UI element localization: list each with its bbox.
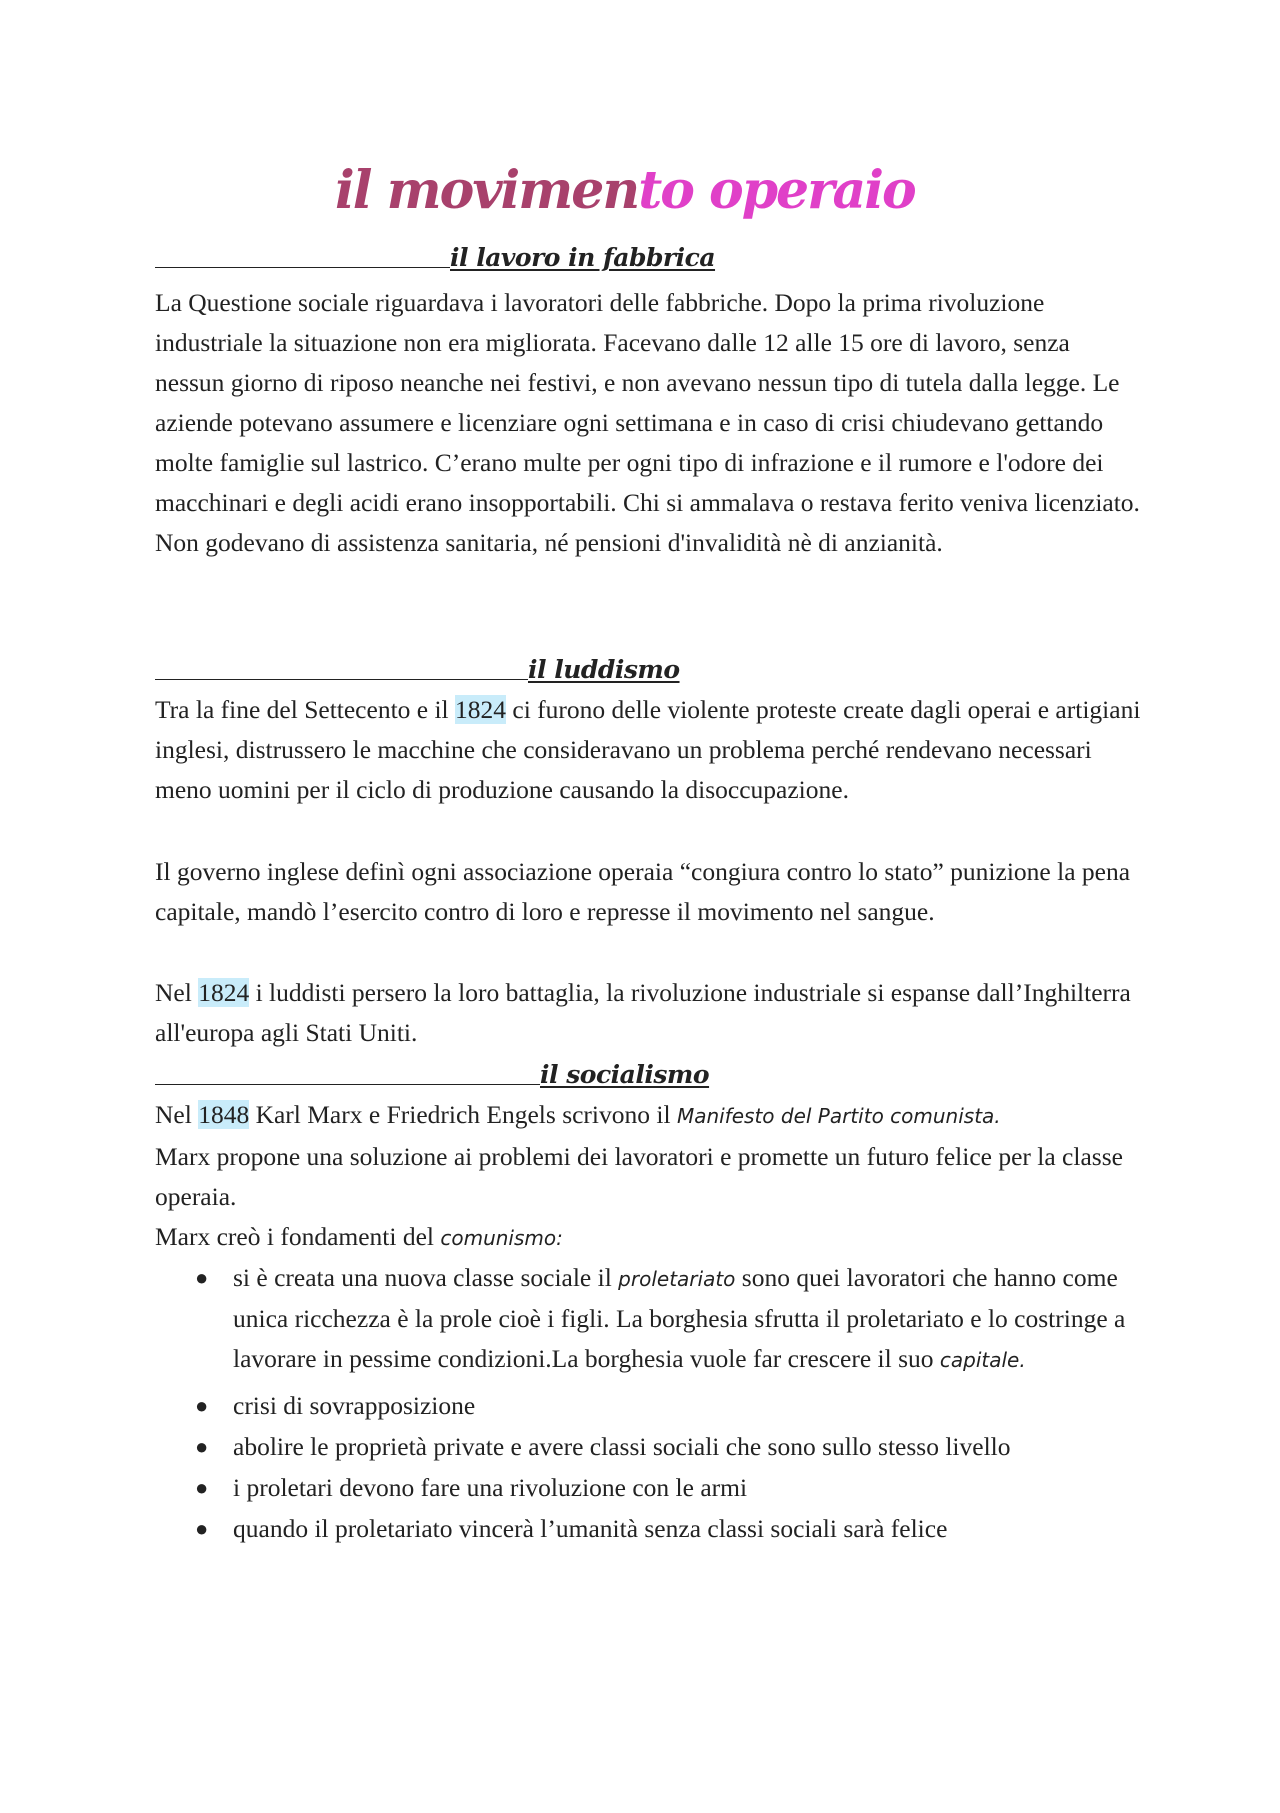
bullet-dot: ● xyxy=(195,1434,209,1459)
list-item xyxy=(155,1386,1145,1426)
bullet-dot: ● xyxy=(195,1516,209,1541)
title-part-1: il movimen xyxy=(335,160,639,221)
heading-socialismo xyxy=(155,1055,709,1089)
text-run: i luddisti persero la loro battaglia, la rivoluzione industriale si espanse dall’Inghilterra all'europa agli Stati Uniti. xyxy=(155,978,1131,1047)
list-item-text: quando il proletariato vincerà l’umanità senza classi sociali sarà felice xyxy=(233,1514,948,1543)
paragraph-lavoro: La Questione sociale riguardava i lavoratori delle fabbriche. Dopo la prima rivoluzione industriale la situazione non era migliorata. Facevano dalle 12 alle 15 ore di lavoro, senza nessun giorno di riposo neanche nei festivi, e non avevano nessun tipo di tutela dalla legge. Le aziende potevano assumere e licenziare ogni settimana e in caso di crisi chiudevano gettando molte famiglie sul lastrico. C’erano multe per ogni tipo di infrazione e il rumore e l'odore dei macchinari e degli acidi erano insopportabili. Chi si ammalava o restava ferito veniva licenziato. Non godevano di assistenza sanitaria, né pensioni d'invalidità nè di anzianità. xyxy=(155,288,1140,557)
paragraph-socialismo-1 xyxy=(155,1095,1145,1136)
heading-rule xyxy=(155,679,528,680)
heading-luddismo xyxy=(155,650,680,684)
paragraph-luddismo-1 xyxy=(155,690,1145,810)
text-run: Nel xyxy=(155,978,199,1007)
title-part-2: to operaio xyxy=(638,160,915,221)
text-run: sono quei lavoratori che hanno come unica ricchezza è la prole cioè i figli. La borghesia sfrutta il proletariato e lo costringe a lavorare in pessime condizioni.La borghesia vuole far crescere il suo xyxy=(233,1263,1126,1373)
heading-rule xyxy=(155,267,450,268)
heading-lavoro xyxy=(155,238,715,272)
text-run: si è creata una nuova classe sociale il xyxy=(233,1263,619,1292)
bullet-dot: ● xyxy=(195,1393,209,1418)
text-run: Marx creò i fondamenti del xyxy=(155,1222,441,1251)
paragraph-socialismo-3 xyxy=(155,1217,1145,1258)
list-item-text: i proletari devono fare una rivoluzione con le armi xyxy=(233,1473,748,1502)
bullet-dot: ● xyxy=(195,1265,209,1290)
heading-luddismo-text: il luddismo xyxy=(528,655,680,684)
list-item xyxy=(155,1258,1145,1380)
list-item-text: crisi di sovrapposizione xyxy=(233,1391,476,1420)
year-highlight: 1824 xyxy=(455,695,507,724)
paragraph-socialismo-2: Marx propone una soluzione ai problemi dei lavoratori e promette un futuro felice per la classe operaia. xyxy=(155,1142,1123,1211)
text-run: ci furono delle violente proteste create dagli operai e artigiani inglesi, distrussero le macchine che consideravano un problema perché rendevano necessari meno uomini per il ciclo di produzione causando la disoccupazione. xyxy=(155,695,1141,804)
heading-lavoro-text: il lavoro in fabbrica xyxy=(450,243,716,272)
year-highlight: 1824 xyxy=(198,978,250,1007)
paragraph-luddismo-3 xyxy=(155,973,1145,1053)
term-proletariato: proletariato xyxy=(618,1267,736,1291)
text-run: Tra la fine del Settecento e il xyxy=(155,695,456,724)
page-title xyxy=(335,160,915,221)
year-highlight: 1848 xyxy=(198,1100,250,1129)
term-capitale: capitale. xyxy=(939,1348,1026,1372)
list-item xyxy=(155,1509,1145,1549)
term-comunismo: comunismo: xyxy=(440,1226,563,1250)
heading-rule xyxy=(155,1084,540,1085)
paragraph-luddismo-2: Il governo inglese definì ogni associazione operaia “congiura contro lo stato” punizione la pena capitale, mandò l’esercito contro di loro e represse il movimento nel sangue. xyxy=(155,857,1131,926)
list-item xyxy=(155,1427,1145,1467)
list-item-text: abolire le proprietà private e avere classi sociali che sono sullo stesso livello xyxy=(233,1432,1011,1461)
bullet-list xyxy=(155,1258,1145,1550)
text-run: Nel xyxy=(155,1100,199,1129)
book-title: Manifesto del Partito comunista. xyxy=(676,1104,1001,1128)
heading-socialismo-text: il socialismo xyxy=(540,1060,710,1089)
list-item xyxy=(155,1468,1145,1508)
bullet-dot: ● xyxy=(195,1475,209,1500)
text-run: Karl Marx e Friedrich Engels scrivono il xyxy=(249,1100,677,1129)
